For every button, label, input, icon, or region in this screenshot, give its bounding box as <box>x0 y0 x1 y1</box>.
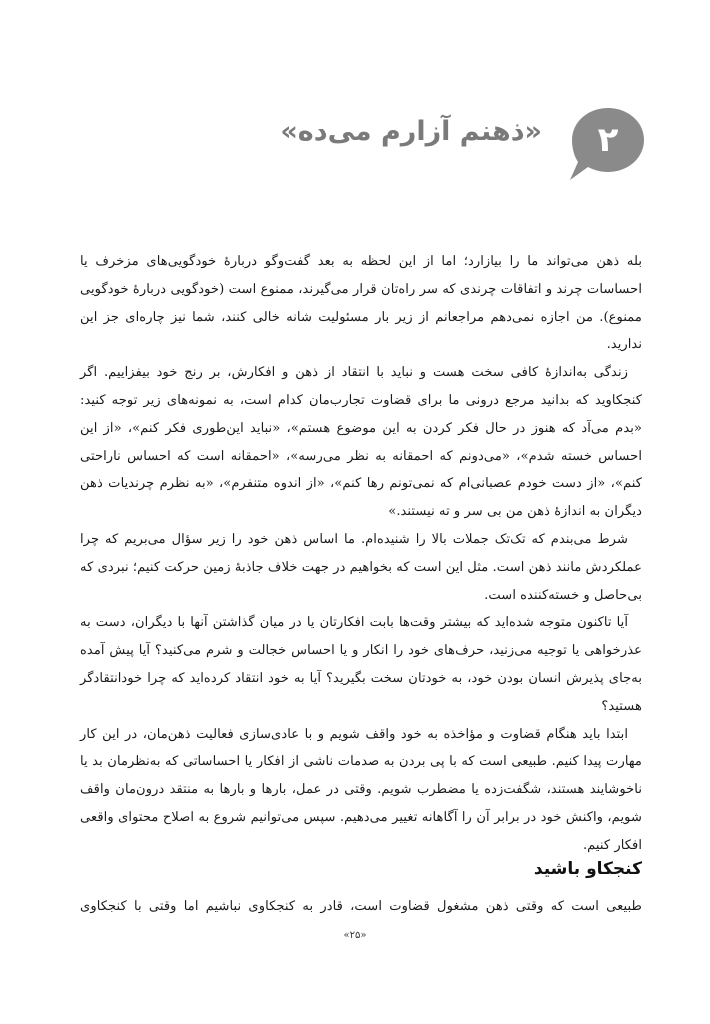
paragraph: شرط می‌بندم که تک‌تک جملات بالا را شنیده‌ام. ما اساس ذهن خود را زیر سؤال می‌بریم که چرا عملکردش مانند ذهن است. مثل این است که بخواهیم در جهت خلاف جاذبهٔ زمین حرکت کنیم؛ نبردی که بی‌حاصل و خسته‌کننده است. <box>80 531 642 603</box>
paragraph: طبیعی است که وقتی ذهن مشغول قضاوت است، قادر به کنجکاوی نباشیم اما وقتی با کنجکاوی <box>80 899 642 914</box>
body-text <box>80 248 642 860</box>
page-number: «۲۵» <box>343 930 367 941</box>
chapter-badge <box>566 100 656 190</box>
paragraph: بله ذهن می‌تواند ما را بیازارد؛ اما از این لحظه به بعد گفت‌وگو دربارهٔ خودگویی‌های مزخرف یا احساسات چرند و اتفاقات چرندی که سر راه‌تان قرار می‌گیرند، ممنوع است (خودگویی دربارهٔ خودگویی ممنوع). من اجازه نمی‌دهم مراجعانم از زیر بار مسئولیت شانه خالی کنند، شما نیز چاره‌ای جز این ندارید. <box>80 254 642 353</box>
chapter-number: ۲ <box>597 120 619 160</box>
paragraph: زندگی به‌اندازهٔ کافی سخت هست و نباید با انتقاد از ذهن و افکارش، بر رنج خود بیفزاییم. اگر کنجکاوید که بدانید مرجع درونی ما برای قضاوت تجارب‌مان کدام است، به نمونه‌های زیر توجه کنید: «بدم می‌آد که هنوز در حال فکر کردن به این موضوع هستم»، «نباید این‌طوری فکر کنم»، «از این احساس خسته شدم»، «می‌دونم که احمقانه به نظر می‌رسه»، «احمقانه است که احساس ناراحتی کنم»، «از دست خودم عصبانی‌ام که نمی‌تونم رها کنم»، «از اندوه متنفرم»، «به نظرم چرندیات ذهن دیگران به اندازهٔ ذهن من بی سر و ته نیستند.» <box>80 365 642 520</box>
chapter-title: «ذهنم آزارم می‌ده» <box>280 116 542 147</box>
section-heading: کنجکاو باشید <box>533 859 642 879</box>
paragraph: ابتدا باید هنگام قضاوت و مؤاخذه به خود واقف شویم و با عادی‌سازی فعالیت ذهن‌مان، در این کار مهارت پیدا کنیم. طبیعی است که با پی بردن به صدمات ناشی از افکار یا احساساتی که به‌نظرمان بد یا ناخوشایند هستند، شگفت‌زده یا مضطرب شویم. وقتی در عمل، بارها و بارها به منتقد درون‌مان واقف شویم، واکنش خود در برابر آن را آگاهانه تغییر می‌دهیم. سپس می‌توانیم شروع به اصلاح محتوای واقعی افکار کنیم. <box>80 726 642 853</box>
paragraph: آیا تاکنون متوجه شده‌اید که بیشتر وقت‌ها بابت افکارتان یا در میان گذاشتن آنها با دیگران، دست به عذرخواهی یا توجیه می‌زنید، حرف‌های خود را انکار و یا احساس خجالت و شرم می‌کنید؟ آیا پیش آمده به‌جای پذیرش انسان بودن خود، به خودتان سخت بگیرید؟ آیا به خود انتقاد کرده‌اید که چرا خودانتقادگر هستید؟ <box>80 615 642 714</box>
